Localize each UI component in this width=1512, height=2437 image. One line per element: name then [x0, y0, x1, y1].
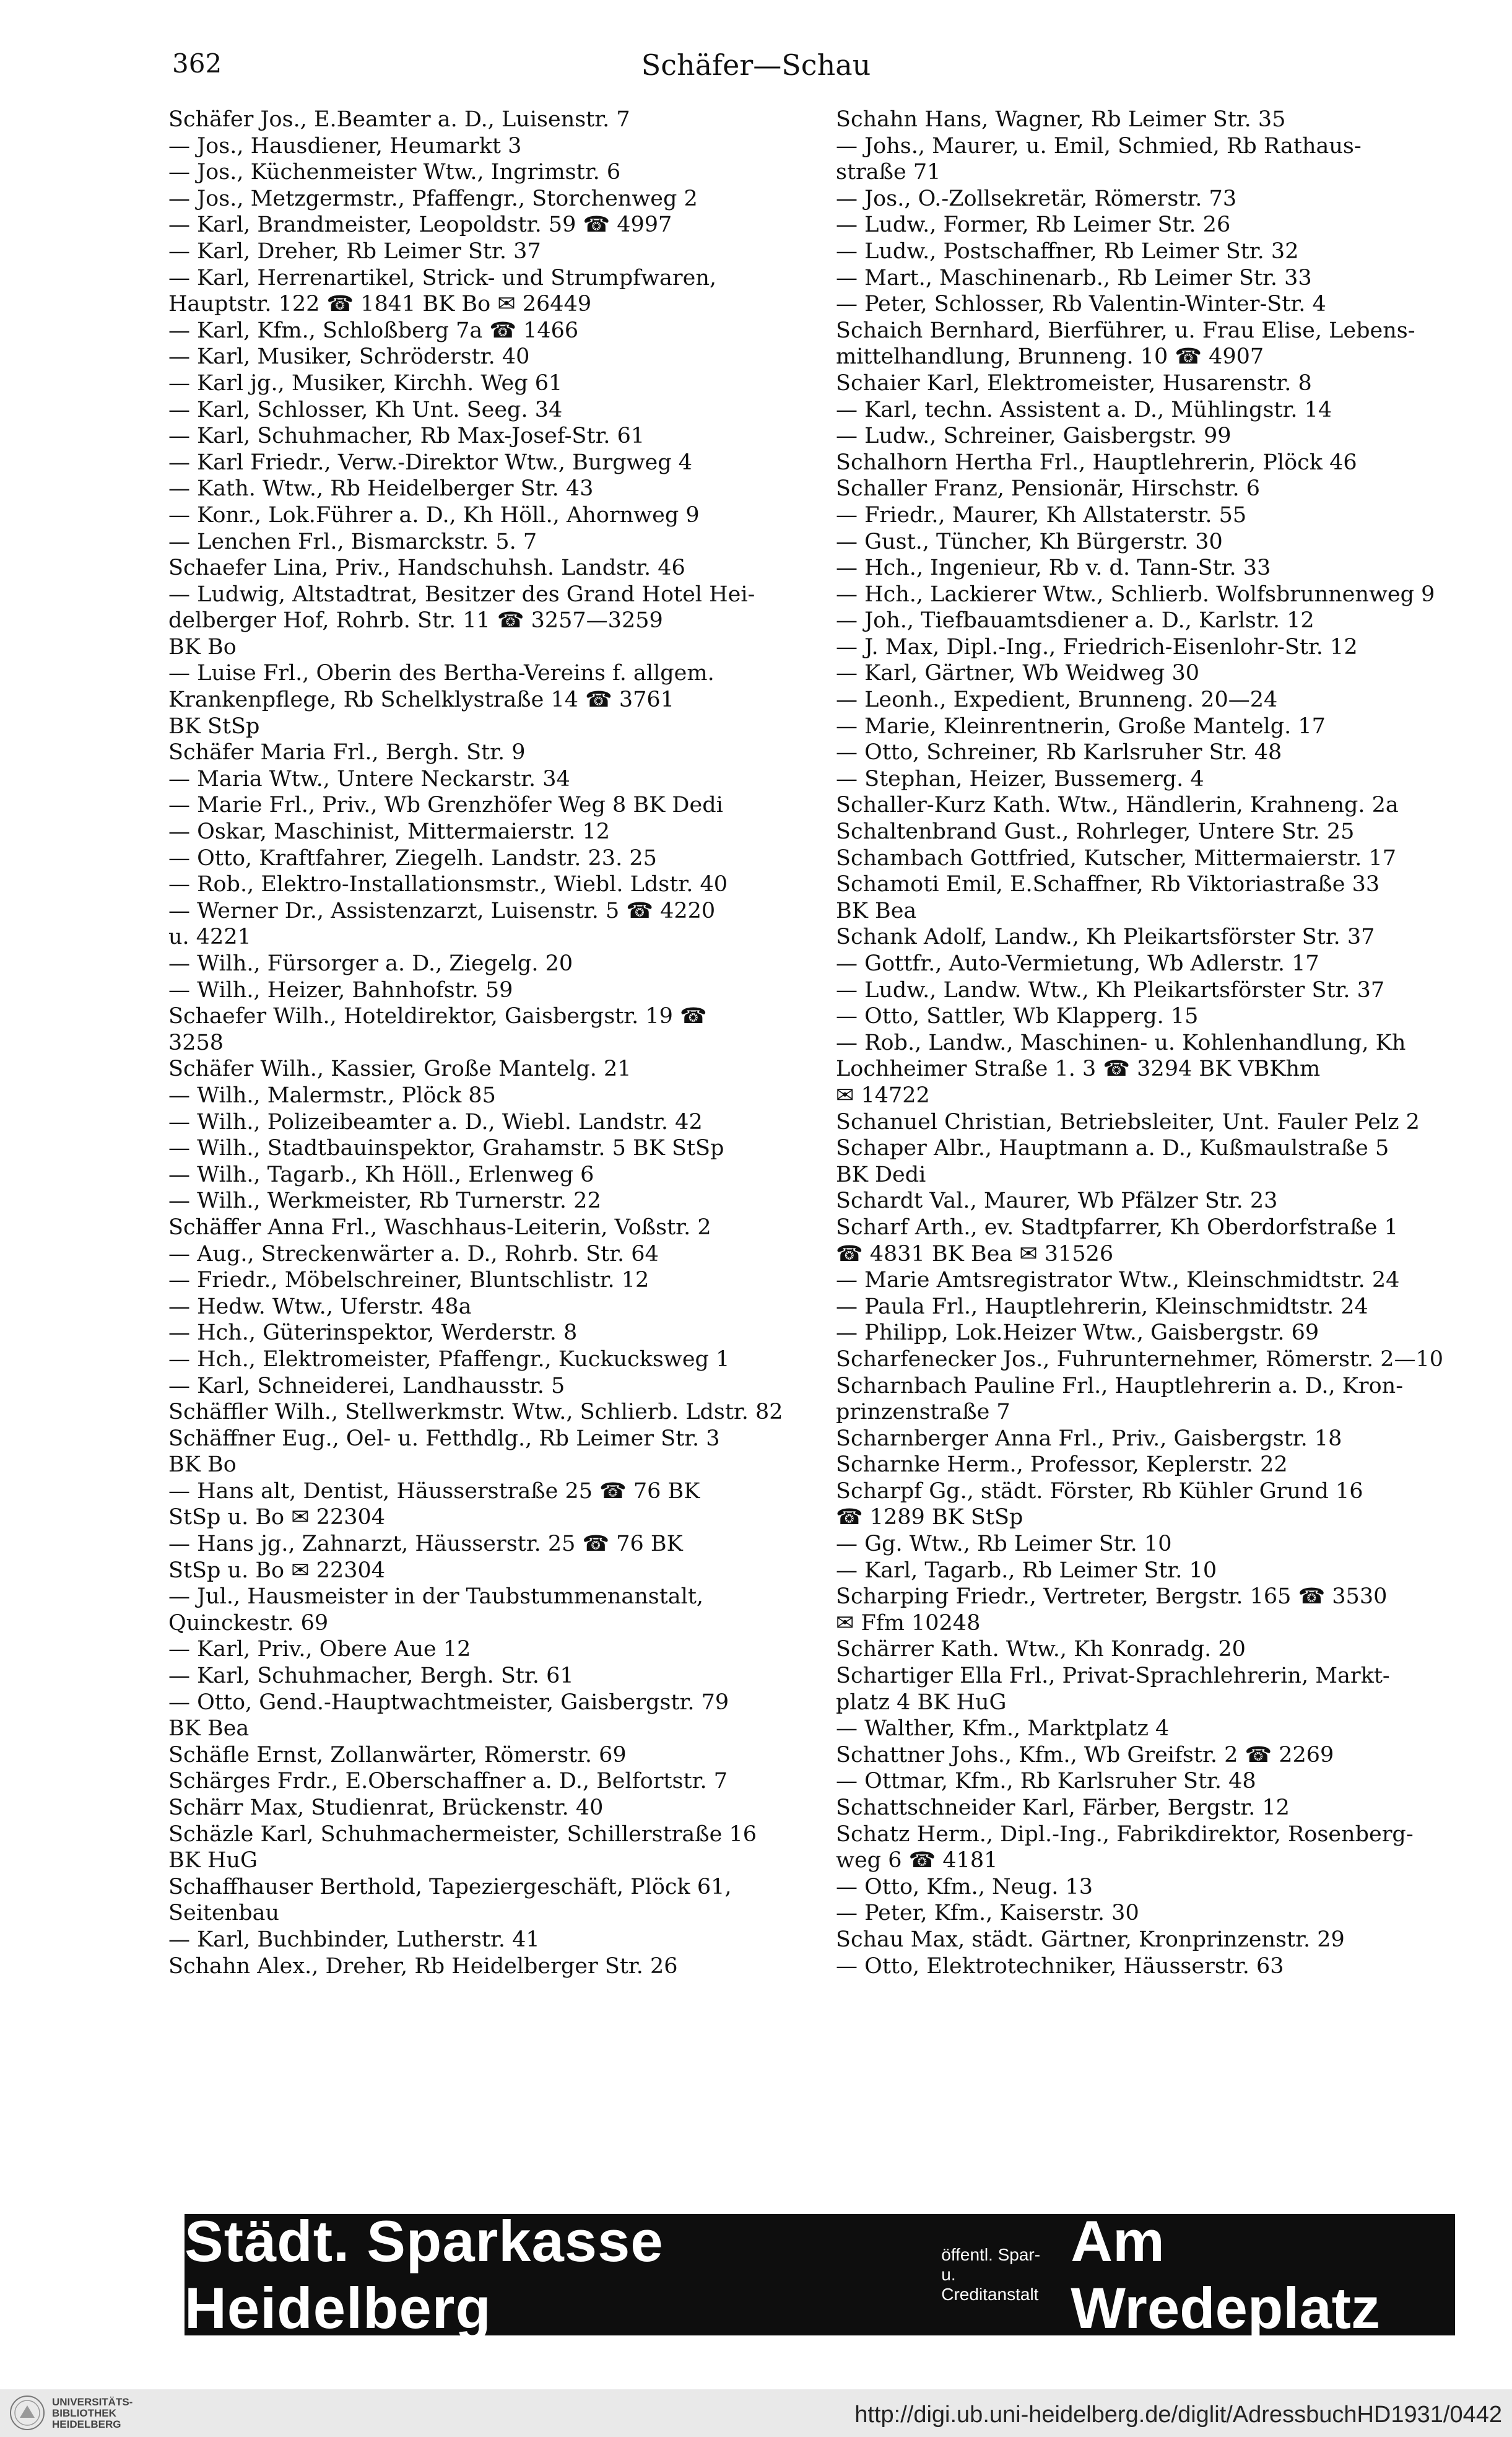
directory-entry: prinzenstraße 7: [836, 1400, 1010, 1425]
directory-entry: BK Bea: [168, 1716, 250, 1742]
directory-entry: Schattner Johs., Kfm., Wb Greifstr. 2 ☎ 2269: [836, 1742, 1334, 1768]
directory-entry: — Rob., Elektro-Installationsmstr., Wiebl. Ldstr. 40: [168, 872, 728, 897]
left-column: [168, 107, 812, 1979]
directory-entry: — Ludw., Postschaffner, Rb Leimer Str. 32: [836, 238, 1299, 264]
directory-entry: — J. Max, Dipl.-Ing., Friedrich-Eisenlohr-Str. 12: [836, 634, 1358, 660]
directory-entry: Schaier Karl, Elektromeister, Husarenstr. 8: [836, 370, 1312, 396]
directory-entry: — Karl, Herrenartikel, Strick- und Strumpfwaren,: [168, 265, 717, 290]
ad-subtitle-line2: Creditanstalt: [941, 2285, 1039, 2304]
directory-entry: — Ludw., Former, Rb Leimer Str. 26: [836, 212, 1231, 238]
ad-location: Am Wredeplatz: [1071, 2208, 1380, 2340]
directory-entry: Schanuel Christian, Betriebsleiter, Unt. Fauler Pelz 2: [836, 1109, 1420, 1135]
directory-entry: — Otto, Kfm., Neug. 13: [836, 1874, 1093, 1899]
directory-entry: — Ottmar, Kfm., Rb Karlsruher Str. 48: [836, 1769, 1256, 1794]
directory-entry: StSp u. Bo ✉ 22304: [168, 1558, 386, 1583]
directory-entry: — Wilh., Heizer, Bahnhofstr. 59: [168, 977, 513, 1003]
directory-entry: — Ludwig, Altstadtrat, Besitzer des Grand Hotel Hei-: [168, 582, 755, 607]
directory-entry: — Hans jg., Zahnarzt, Häusserstr. 25 ☎ 76 BK: [168, 1532, 683, 1557]
directory-entry: Schahn Hans, Wagner, Rb Leimer Str. 35: [836, 107, 1286, 132]
directory-entry: Schärges Frdr., E.Oberschaffner a. D., Belfortstr. 7: [168, 1769, 728, 1794]
directory-entry: Schäffler Wilh., Stellwerkmstr. Wtw., Schlierb. Ldstr. 82: [168, 1400, 783, 1425]
directory-entry: delberger Hof, Rohrb. Str. 11 ☎ 3257—3259: [168, 608, 663, 634]
directory-entry: — Karl, Schlosser, Kh Unt. Seeg. 34: [168, 397, 563, 422]
directory-entry: — Karl, Schneiderei, Landhausstr. 5: [168, 1373, 565, 1398]
directory-entry: Seitenbau: [168, 1901, 280, 1926]
directory-entry: ✉ 14722: [836, 1083, 930, 1108]
directory-entry: Hauptstr. 122 ☎ 1841 BK Bo ✉ 26449: [168, 292, 592, 317]
directory-entry: Schaich Bernhard, Bierführer, u. Frau Elise, Lebens-: [836, 318, 1415, 343]
directory-entry: Schank Adolf, Landw., Kh Pleikartsförster Str. 37: [836, 925, 1375, 950]
directory-entry: — Marie Frl., Priv., Wb Grenzhöfer Weg 8 BK Dedi: [168, 793, 723, 818]
directory-entry: ☎ 4831 BK Bea ✉ 31526: [836, 1241, 1114, 1266]
ad-subtitle-line1: öffentl. Spar- u.: [941, 2245, 1041, 2284]
directory-entry: ✉ Ffm 10248: [836, 1610, 981, 1636]
directory-entry: — Wilh., Tagarb., Kh Höll., Erlenweg 6: [168, 1162, 594, 1187]
directory-entry: — Karl, Kfm., Schloßberg 7a ☎ 1466: [168, 318, 579, 343]
directory-entry: — Ludw., Landw. Wtw., Kh Pleikartsförster Str. 37: [836, 977, 1385, 1003]
directory-entry: platz 4 BK HuG: [836, 1689, 1007, 1715]
directory-entry: — Friedr., Maurer, Kh Allstaterstr. 55: [836, 502, 1247, 528]
ad-subtitle: [941, 2245, 1049, 2304]
directory-entry: — Karl, techn. Assistent a. D., Mühlingstr. 14: [836, 397, 1332, 422]
directory-entry: Krankenpflege, Rb Schelklystraße 14 ☎ 3761: [168, 687, 674, 713]
directory-entry: — Joh., Tiefbauamtsdiener a. D., Karlstr. 12: [836, 608, 1314, 634]
directory-entry: Schäfer Maria Frl., Bergh. Str. 9: [168, 740, 526, 765]
source-url-link[interactable]: http://digi.ub.uni-heidelberg.de/diglit/AdressbuchHD1931/0442: [854, 2402, 1502, 2428]
directory-entry: u. 4221: [168, 925, 251, 950]
directory-entry: — Otto, Kraftfahrer, Ziegelh. Landstr. 23. 25: [168, 845, 657, 871]
directory-entry: Schatz Herm., Dipl.-Ing., Fabrikdirektor, Rosenberg-: [836, 1821, 1414, 1847]
directory-entry: — Oskar, Maschinist, Mittermaierstr. 12: [168, 819, 610, 845]
directory-entry: ☎ 1289 BK StSp: [836, 1505, 1023, 1530]
right-column: [836, 107, 1480, 1979]
directory-entry: — Philipp, Lok.Heizer Wtw., Gaisbergstr. 69: [836, 1320, 1319, 1346]
directory-entry: — Wilh., Polizeibeamter a. D., Wiebl. Landstr. 42: [168, 1109, 703, 1135]
directory-entry: Schaltenbrand Gust., Rohrleger, Untere Str. 25: [836, 819, 1355, 845]
directory-entry: — Karl, Brandmeister, Leopoldstr. 59 ☎ 4997: [168, 212, 672, 238]
directory-entry: StSp u. Bo ✉ 22304: [168, 1505, 386, 1530]
directory-entry: — Hch., Ingenieur, Rb v. d. Tann-Str. 33: [836, 556, 1271, 581]
directory-entry: Schambach Gottfried, Kutscher, Mittermaierstr. 17: [836, 845, 1397, 871]
directory-entry: — Peter, Kfm., Kaiserstr. 30: [836, 1901, 1139, 1926]
library-line-1: UNIVERSITÄTS-: [52, 2396, 133, 2408]
directory-entry: Schaller-Kurz Kath. Wtw., Händlerin, Krahneng. 2a: [836, 793, 1399, 818]
directory-entry: — Paula Frl., Hauptlehrerin, Kleinschmidtstr. 24: [836, 1294, 1368, 1319]
directory-entry: — Karl Friedr., Verw.-Direktor Wtw., Burgweg 4: [168, 450, 693, 475]
directory-entry: Schaper Albr., Hauptmann a. D., Kußmaulstraße 5: [836, 1136, 1389, 1161]
directory-entry: Schardt Val., Maurer, Wb Pfälzer Str. 23: [836, 1188, 1278, 1214]
directory-entry: — Wilh., Fürsorger a. D., Ziegelg. 20: [168, 951, 573, 976]
university-seal-icon: [9, 2394, 46, 2431]
directory-entry: Schäffer Anna Frl., Waschhaus-Leiterin, Voßstr. 2: [168, 1214, 711, 1240]
directory-entry: — Otto, Gend.-Hauptwachtmeister, Gaisbergstr. 79: [168, 1689, 729, 1715]
directory-entry: — Karl, Priv., Obere Aue 12: [168, 1637, 471, 1662]
directory-entry: Schalhorn Hertha Frl., Hauptlehrerin, Plöck 46: [836, 450, 1357, 475]
directory-entry: — Jos., Metzgermstr., Pfaffengr., Storchenweg 2: [168, 186, 698, 211]
directory-entry: Schaefer Lina, Priv., Handschuhsh. Landstr. 46: [168, 556, 685, 581]
directory-entry: — Karl, Gärtner, Wb Weidweg 30: [836, 661, 1200, 686]
directory-entry: — Leonh., Expedient, Brunneng. 20—24: [836, 687, 1278, 713]
page-number: 362: [172, 48, 222, 79]
directory-entry: Schärr Max, Studienrat, Brückenstr. 40: [168, 1795, 604, 1820]
directory-entry: — Jul., Hausmeister in der Taubstummenanstalt,: [168, 1584, 704, 1610]
directory-entry: — Friedr., Möbelschreiner, Bluntschlistr. 12: [168, 1268, 650, 1293]
directory-entry: — Otto, Elektrotechniker, Häusserstr. 63: [836, 1953, 1284, 1979]
directory-entry: Schäfer Jos., E.Beamter a. D., Luisenstr. 7: [168, 107, 630, 132]
directory-entry: — Gust., Tüncher, Kh Bürgerstr. 30: [836, 529, 1223, 554]
directory-entry: Schäzle Karl, Schuhmachermeister, Schillerstraße 16: [168, 1821, 757, 1847]
directory-entry: BK HuG: [168, 1848, 258, 1873]
directory-entry: Schamoti Emil, E.Schaffner, Rb Viktoriastraße 33: [836, 872, 1380, 897]
directory-entry: — Karl, Tagarb., Rb Leimer Str. 10: [836, 1558, 1217, 1583]
directory-entry: BK Bea: [836, 898, 917, 923]
directory-entry: — Walther, Kfm., Marktplatz 4: [836, 1716, 1170, 1742]
library-name: [52, 2397, 133, 2430]
directory-entry: BK Dedi: [836, 1162, 926, 1187]
directory-entry: Quinckestr. 69: [168, 1610, 329, 1636]
directory-entry: — Ludw., Schreiner, Gaisbergstr. 99: [836, 424, 1232, 449]
directory-entry: — Luise Frl., Oberin des Bertha-Vereins f. allgem.: [168, 661, 715, 686]
directory-entry: — Kath. Wtw., Rb Heidelberger Str. 43: [168, 476, 594, 502]
directory-entry: — Marie Amtsregistrator Wtw., Kleinschmidtstr. 24: [836, 1268, 1400, 1293]
directory-entry: — Peter, Schlosser, Rb Valentin-Winter-Str. 4: [836, 292, 1326, 317]
directory-entry: — Karl, Schuhmacher, Bergh. Str. 61: [168, 1663, 574, 1689]
directory-entry: — Karl, Dreher, Rb Leimer Str. 37: [168, 238, 541, 264]
directory-entry: Schau Max, städt. Gärtner, Kronprinzenstr. 29: [836, 1927, 1345, 1952]
directory-entry: Schäfer Wilh., Kassier, Große Mantelg. 21: [168, 1057, 632, 1082]
directory-entry: Scharnbach Pauline Frl., Hauptlehrerin a. D., Kron-: [836, 1373, 1404, 1398]
library-line-3: HEIDELBERG: [52, 2418, 121, 2430]
directory-entry: — Gottfr., Auto-Vermietung, Wb Adlerstr. 17: [836, 951, 1319, 976]
directory-entry: Schäfle Ernst, Zollanwärter, Römerstr. 69: [168, 1742, 627, 1768]
directory-entry: Scharping Friedr., Vertreter, Bergstr. 165 ☎ 3530: [836, 1584, 1388, 1610]
directory-entry: Schärrer Kath. Wtw., Kh Konradg. 20: [836, 1637, 1246, 1662]
directory-entry: Schaefer Wilh., Hoteldirektor, Gaisbergstr. 19 ☎: [168, 1004, 707, 1029]
directory-entry: Schaffhauser Berthold, Tapeziergeschäft, Plöck 61,: [168, 1874, 732, 1899]
directory-entry: Schahn Alex., Dreher, Rb Heidelberger Str. 26: [168, 1953, 678, 1979]
ad-bank-name: Städt. Sparkasse Heidelberg: [185, 2208, 664, 2340]
directory-entry: 3258: [168, 1030, 224, 1055]
directory-entry: Lochheimer Straße 1. 3 ☎ 3294 BK VBKhm: [836, 1057, 1321, 1082]
directory-entry: — Hch., Elektromeister, Pfaffengr., Kuckucksweg 1: [168, 1346, 730, 1372]
directory-entry: — Karl, Buchbinder, Lutherstr. 41: [168, 1927, 540, 1952]
directory-entry: Scharnke Herm., Professor, Keplerstr. 22: [836, 1452, 1288, 1478]
directory-entry: BK Bo: [168, 634, 237, 660]
directory-entry: Scharpf Gg., städt. Förster, Rb Kühler Grund 16: [836, 1478, 1363, 1504]
directory-entry: Schaller Franz, Pensionär, Hirschstr. 6: [836, 476, 1261, 502]
page-title: Schäfer—Schau: [641, 48, 871, 82]
directory-entry: — Wilh., Malermstr., Plöck 85: [168, 1083, 496, 1108]
directory-entry: BK StSp: [168, 713, 260, 739]
directory-entry: Scharnberger Anna Frl., Priv., Gaisbergstr. 18: [836, 1426, 1342, 1451]
directory-entry: — Karl, Schuhmacher, Rb Max-Josef-Str. 61: [168, 424, 645, 449]
directory-entry: — Wilh., Stadtbauinspektor, Grahamstr. 5 BK StSp: [168, 1136, 724, 1161]
directory-entry: — Lenchen Frl., Bismarckstr. 5. 7: [168, 529, 537, 554]
directory-entry: — Otto, Schreiner, Rb Karlsruher Str. 48: [836, 740, 1282, 765]
directory-entry: — Karl jg., Musiker, Kirchh. Weg 61: [168, 370, 563, 396]
directory-entry: — Konr., Lok.Führer a. D., Kh Höll., Ahornweg 9: [168, 502, 700, 528]
directory-entry: straße 71: [836, 160, 941, 185]
directory-entry: — Mart., Maschinenarb., Rb Leimer Str. 33: [836, 265, 1312, 290]
directory-entry: — Hedw. Wtw., Uferstr. 48a: [168, 1294, 472, 1319]
directory-entry: — Jos., Küchenmeister Wtw., Ingrimstr. 6: [168, 160, 621, 185]
directory-entry: — Jos., O.-Zollsekretär, Römerstr. 73: [836, 186, 1237, 211]
directory-entry: Scharfenecker Jos., Fuhrunternehmer, Römerstr. 2—10: [836, 1346, 1444, 1372]
directory-entry: — Wilh., Werkmeister, Rb Turnerstr. 22: [168, 1188, 601, 1214]
directory-entry: Scharf Arth., ev. Stadtpfarrer, Kh Oberdorfstraße 1: [836, 1214, 1398, 1240]
directory-entry: — Johs., Maurer, u. Emil, Schmied, Rb Rathaus-: [836, 133, 1362, 159]
sparkasse-advertisement: [185, 2208, 1455, 2340]
directory-entry: — Rob., Landw., Maschinen- u. Kohlenhandlung, Kh: [836, 1030, 1406, 1055]
directory-entry: — Marie, Kleinrentnerin, Große Mantelg. 17: [836, 713, 1326, 739]
directory-entry: — Gg. Wtw., Rb Leimer Str. 10: [836, 1532, 1172, 1557]
directory-entry: weg 6 ☎ 4181: [836, 1848, 998, 1873]
directory-entry: Schäffner Eug., Oel- u. Fetthdlg., Rb Leimer Str. 3: [168, 1426, 720, 1451]
directory-entry: — Stephan, Heizer, Bussemerg. 4: [836, 766, 1204, 791]
directory-entry: — Hch., Güterinspektor, Werderstr. 8: [168, 1320, 578, 1346]
directory-entry: — Werner Dr., Assistenzarzt, Luisenstr. 5 ☎ 4220: [168, 898, 716, 923]
directory-entry: — Jos., Hausdiener, Heumarkt 3: [168, 133, 522, 159]
directory-entry: Schattschneider Karl, Färber, Bergstr. 12: [836, 1795, 1290, 1820]
footer-bar: [0, 2389, 1512, 2437]
directory-entry: — Hans alt, Dentist, Häusserstraße 25 ☎ 76 BK: [168, 1478, 700, 1504]
directory-entry: mittelhandlung, Brunneng. 10 ☎ 4907: [836, 344, 1264, 370]
library-line-2: BIBLIOTHEK: [52, 2407, 116, 2419]
directory-entry: — Otto, Sattler, Wb Klapperg. 15: [836, 1004, 1199, 1029]
directory-entry: BK Bo: [168, 1452, 237, 1478]
directory-entry: — Hch., Lackierer Wtw., Schlierb. Wolfsbrunnenweg 9: [836, 582, 1435, 607]
directory-entry: Schartiger Ella Frl., Privat-Sprachlehrerin, Markt-: [836, 1663, 1390, 1689]
directory-entry: — Karl, Musiker, Schröderstr. 40: [168, 344, 530, 370]
directory-entry: — Maria Wtw., Untere Neckarstr. 34: [168, 766, 570, 791]
directory-entry: — Aug., Streckenwärter a. D., Rohrb. Str. 64: [168, 1241, 659, 1266]
